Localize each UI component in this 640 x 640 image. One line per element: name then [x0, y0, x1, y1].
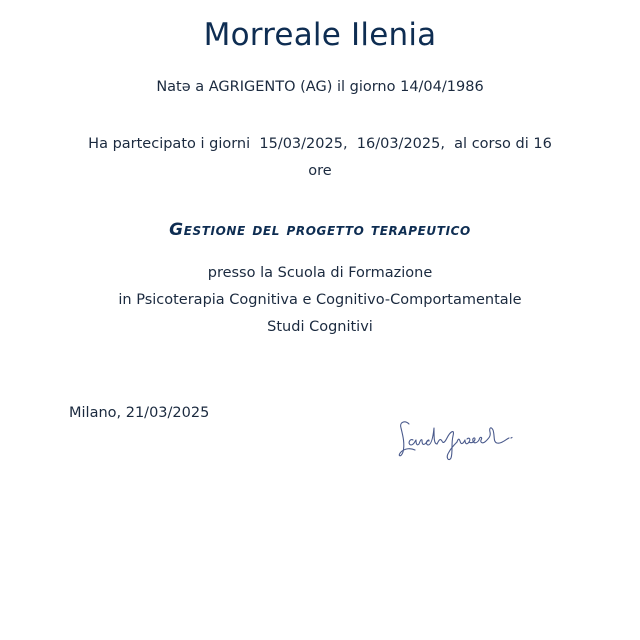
course-title: Gestione del progetto terapeutico	[169, 220, 471, 240]
school-line-1: presso la Scuola di Formazione	[207, 265, 433, 281]
birth-info: Natə a AGRIGENTO (AG) il giorno 14/04/1986	[156, 79, 484, 95]
school-line-2: in Psicoterapia Cognitiva e Cognitivo-Comportamentale	[118, 292, 522, 308]
recipient-name: Morreale Ilenia	[203, 17, 437, 53]
signature-icon	[395, 414, 525, 462]
place-and-date: Milano, 21/03/2025	[69, 405, 210, 421]
school-line-3: Studi Cognitivi	[267, 319, 373, 335]
participation-info-continued: ore	[308, 163, 332, 179]
participation-info: Ha partecipato i giorni 15/03/2025, 16/03/2025, al corso di 16	[88, 136, 552, 152]
